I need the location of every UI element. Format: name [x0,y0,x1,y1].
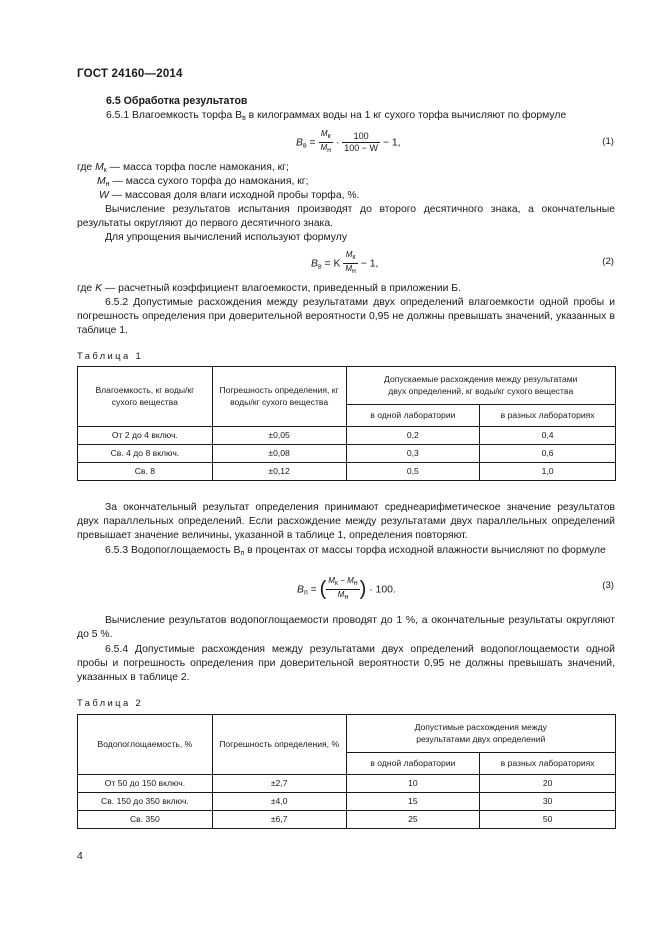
f3-tail: · 100. [366,584,396,596]
formula-2 [311,250,378,277]
t2-header-water-absorption: Водопоглощаемость, % [78,715,213,775]
w1-txt2: — масса сухого торфа до намокания, кг; [109,176,309,187]
f2-den-sub: н [352,268,356,275]
formula-2-number: (2) [602,256,614,267]
paragraph-final-result: За окончательный результат определения принимают среднеарифметическое значение результатов двух параллельных определений. Если расхождение между результатами двух параллельных определений превышает значение величины, указанной в таблице 1, определения повторяют. [77,502,615,542]
f1-tail: − 1, [380,137,401,149]
table-2-caption: Таблица 2 [77,697,144,708]
f1-lhs: B [296,137,303,149]
p651-tail: в килограммах воды на 1 кг сухого торфа вычисляют по формуле [245,110,567,121]
p651-text: 6.5.1 Влагоемкость торфа B [106,110,243,121]
f2-eq: = K [321,258,341,270]
f2-fraction [343,250,358,277]
p651-sub: в [242,115,246,122]
w1-txt3: — массовая доля влаги исходной пробы торфа, %. [108,190,360,201]
f1-dot: · [333,137,343,149]
where-1-line-3 [99,189,360,203]
w1-sub1: к [103,167,107,174]
p653-text: 6.5.3 Водопоглощаемость B [105,545,241,556]
table-cell: 20 [480,775,616,793]
f1-den2: 100 − W [344,143,379,153]
f1-num1: M [320,129,328,138]
w2-var: K [95,283,102,294]
paragraph-6-5-3 [77,544,615,561]
paragraph-calc-3: Вычисление результатов водопоглощаемости проводят до 1 %, а окончательные результаты округляют до 5 %. [77,615,615,641]
t1-header-discrepancy: Допускаемые расхождения между результатами двух определений, кг воды/кг сухого вещества [346,367,616,405]
f1-den1: M [320,143,328,152]
table-2 [77,714,616,829]
f3-num-b-sub: н [353,580,358,587]
f3-num-a: M [328,576,335,585]
f3-lhs: B [297,584,304,596]
t2-header-error: Погрешность определения, % [212,715,346,775]
f3-num-b: M [347,576,354,585]
table-row [78,427,616,445]
f1-eq: = [306,137,319,149]
table-row [78,463,616,481]
paragraph-6-5-1 [106,109,626,126]
f2-tail: − 1, [357,258,379,270]
formula-3: $B_п$ = ( $\frac{Mк - Mн}{Mн}$ ) · 100. [297,576,396,601]
f1-num2: 100 [342,131,380,143]
table-cell: 30 [480,793,616,811]
p653-sub: п [240,550,245,557]
table-1 [77,366,616,481]
f1-num1-sub: к [327,133,331,140]
w1-var3: W [99,190,109,201]
paragraph-simplify: Для упрощения вычислений используют формулу [105,232,348,243]
f3-lhs-sub: п [303,589,308,597]
where-2 [77,282,461,296]
table-cell: 50 [480,811,616,829]
paragraph-calculation: Вычисление результатов испытания производят до второго десятичного знака, а окончательные результаты округляют до первого десятичного знака. [77,204,615,230]
section-title: 6.5 Обработка результатов [106,95,248,107]
formula-1-number: (1) [602,136,614,147]
table-cell: ±4,0 [212,793,346,811]
table-cell: 10 [346,775,480,793]
table-cell: От 50 до 150 включ. [78,775,213,793]
table-row [78,445,616,463]
f1-fraction-2 [342,131,380,154]
w1-var2: M [97,176,106,187]
table-row [78,793,616,811]
table-row [78,775,616,793]
document-header: ГОСТ 24160—2014 [77,68,183,80]
table-cell: 25 [346,811,480,829]
f3-num-a-sub: к [334,580,338,587]
table-cell: 0,6 [480,445,616,463]
w1-txt1: — масса торфа после намокания, кг; [106,162,289,173]
t1-header-error: Погрешность определения, кг воды/кг сухого вещества [212,367,346,427]
table-cell: Св. 350 [78,811,213,829]
w1-pre: где [77,162,96,173]
table-cell: Св. 8 [78,463,213,481]
f2-den: M [345,264,352,273]
w2-txt: — расчетный коэффициент влагоемкости, приведенный в приложении Б. [102,283,461,294]
f3-fraction [326,576,359,603]
table-cell: 0,4 [480,427,616,445]
t2-header-diff-lab: в разных лабораториях [480,753,616,775]
f3-den: M [337,590,345,599]
table-cell: ±6,7 [212,811,346,829]
w2-pre: где [77,283,96,294]
w1-var1: M [95,162,104,173]
table-cell: 0,2 [346,427,480,445]
w1-sub2: н [105,181,110,188]
f1-lhs-sub: в [302,142,307,150]
table-cell: 15 [346,793,480,811]
table-cell: 0,5 [346,463,480,481]
f2-lhs: B [311,258,318,270]
f3-den-sub: н [344,594,349,601]
p653-tail: в процентах от массы торфа исходной влажности вычисляют по формуле [244,545,606,556]
t1-header-moisture: Влагоемкость, кг воды/кг сухого вещества [78,367,213,427]
table-cell: Св. 150 до 350 включ. [78,793,213,811]
table-cell: ±0,05 [212,427,346,445]
f3-minus: − [337,576,348,585]
t1-header-diff-lab: в разных лабораториях [480,405,616,427]
table-cell: ±0,08 [212,445,346,463]
t2-header-discrepancy: Допустимые расхождения между результатами двух определений [346,715,616,753]
page-number: 4 [77,851,83,862]
formula-3-number: (3) [602,580,614,591]
table-row [78,811,616,829]
t2-header-same-lab: в одной лаборатории [346,753,480,775]
f1-fraction-1 [319,129,334,156]
formula-1 [296,129,401,156]
t1-header-same-lab: в одной лаборатории [346,405,480,427]
paragraph-6-5-2: 6.5.2 Допустимые расхождения между результатами двух определений влагоемкости одной пробы и погрешность определения при доверительной вероятности 0,95 не должны превышать значений, указанных в таблице 1. [77,297,615,337]
f2-num: M [345,250,353,259]
table-cell: ±2,7 [212,775,346,793]
f1-den1-sub: н [327,147,332,154]
table-cell: 0,3 [346,445,480,463]
table-1-caption: Таблица 1 [77,350,144,361]
f3-eq: = [307,584,320,596]
table-cell: 1,0 [480,463,616,481]
table-cell: ±0,12 [212,463,346,481]
f2-num-sub: к [352,254,356,261]
table-cell: Св. 4 до 8 включ. [78,445,213,463]
table-cell: От 2 до 4 включ. [78,427,213,445]
paragraph-6-5-4: 6.5.4 Допустимые расхождения между результатами двух определений водопоглощаемости одной пробы и погрешность определения при доверительной вероятности 0,95 не должны превышать значений, указанных в таблице 2. [77,644,615,684]
f2-lhs-sub: в [317,263,322,271]
